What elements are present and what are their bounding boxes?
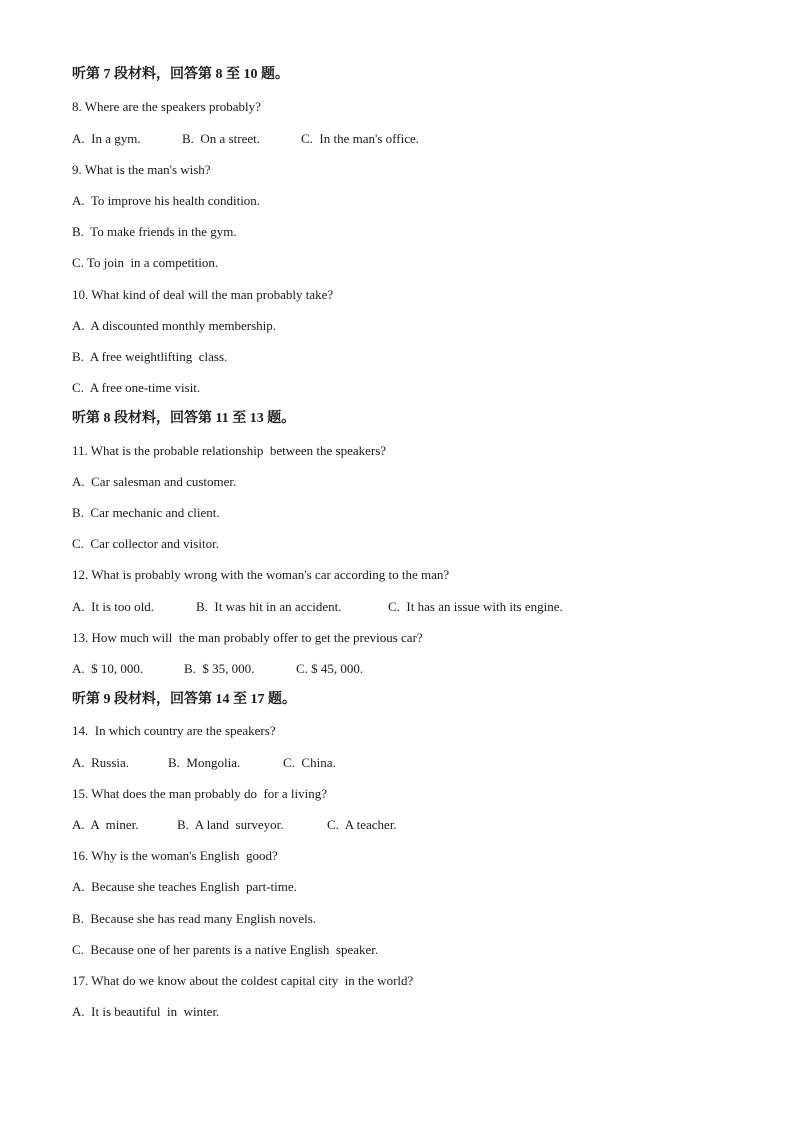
option-a: A. It is beautiful in winter. <box>72 1004 220 1019</box>
option-a: A. Because she teaches English part-time. <box>72 879 297 894</box>
options-row-14 <box>72 755 722 771</box>
option-b: B. On a street. <box>182 131 260 146</box>
options-row-12 <box>72 599 722 615</box>
option-b: B. Mongolia. <box>168 755 241 770</box>
option-a: A. $ 10, 000. <box>72 661 144 676</box>
option-a: A. A miner. <box>72 817 139 832</box>
question-9: 9. What is the man's wish? <box>72 162 211 177</box>
section-heading: 听第 7 段材料，回答第 8 至 10 题。 <box>72 67 289 82</box>
option-b: B. Car mechanic and client. <box>72 505 220 520</box>
option-b: B. $ 35, 000. <box>184 661 255 676</box>
option-c: C. It has an issue with its engine. <box>388 599 563 614</box>
option-b: B. Because she has read many English novels. <box>72 911 317 926</box>
option-c: C. A free one-time visit. <box>72 380 201 395</box>
option-b: B. A free weightlifting class. <box>72 349 228 364</box>
question-15: 15. What does the man probably do for a living? <box>72 786 328 801</box>
options-row-15 <box>72 817 722 833</box>
question-10: 10. What kind of deal will the man probably take? <box>72 287 334 302</box>
question-17: 17. What do we know about the coldest capital city in the world? <box>72 973 414 988</box>
option-a: A. Russia. <box>72 755 130 770</box>
question-14: 14. In which country are the speakers? <box>72 723 276 738</box>
section-heading: 听第 9 段材料，回答第 14 至 17 题。 <box>72 692 296 707</box>
option-a: A. To improve his health condition. <box>72 193 261 208</box>
option-b: B. It was hit in an accident. <box>196 599 342 614</box>
option-a: A. In a gym. <box>72 131 141 146</box>
question-13: 13. How much will the man probably offer to get the previous car? <box>72 630 423 645</box>
question-16: 16. Why is the woman's English good? <box>72 848 278 863</box>
option-b: B. To make friends in the gym. <box>72 224 237 239</box>
question-8: 8. Where are the speakers probably? <box>72 99 261 114</box>
options-row-8 <box>72 131 722 147</box>
option-a: A. Car salesman and customer. <box>72 474 237 489</box>
option-c: C. China. <box>283 755 336 770</box>
option-c: C. A teacher. <box>327 817 397 832</box>
question-11: 11. What is the probable relationship between the speakers? <box>72 443 387 458</box>
option-c: C. Because one of her parents is a native English speaker. <box>72 942 379 957</box>
option-c: C. Car collector and visitor. <box>72 536 219 551</box>
option-c: C. $ 45, 000. <box>296 661 364 676</box>
option-a: A. A discounted monthly membership. <box>72 318 277 333</box>
option-c: C. To join in a competition. <box>72 255 219 270</box>
option-a: A. It is too old. <box>72 599 154 614</box>
options-row-13 <box>72 661 722 677</box>
option-b: B. A land surveyor. <box>177 817 284 832</box>
option-c: C. In the man's office. <box>301 131 419 146</box>
section-heading: 听第 8 段材料，回答第 11 至 13 题。 <box>72 411 296 426</box>
question-12: 12. What is probably wrong with the woman's car according to the man? <box>72 567 450 582</box>
